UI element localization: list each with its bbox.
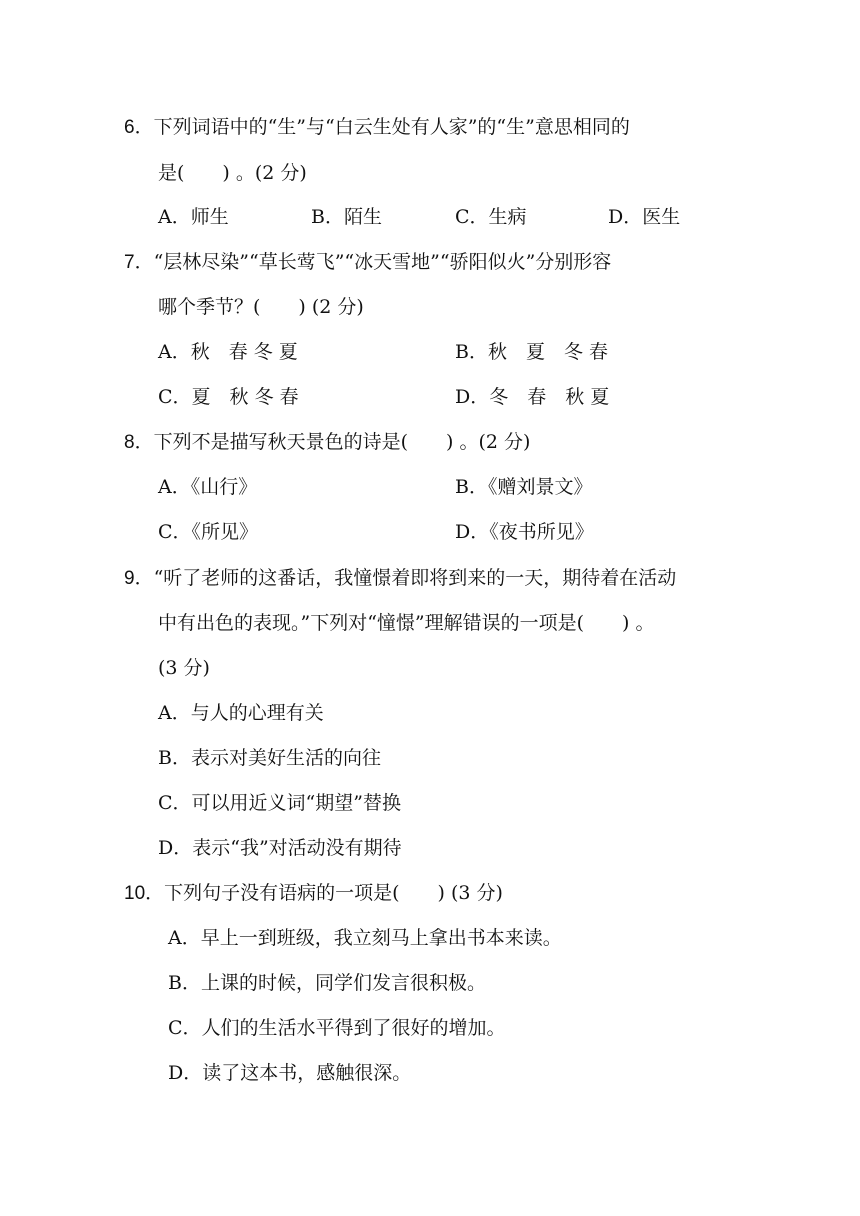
question-8-option-d: D．《夜书所见》 <box>455 521 594 543</box>
question-6-option-a: A．师生 <box>158 206 229 228</box>
question-6-stem-line-2: 是( ) 。(2 分) <box>158 162 307 184</box>
question-9-text: “听了老师的这番话，我憧憬着即将到来的一天，期待着在活动 <box>153 567 677 589</box>
question-10-text: 下列句子没有语病的一项是( ) (3 分) <box>164 882 503 904</box>
question-9-stem-line-1 <box>124 565 676 592</box>
question-10-stem-line-1 <box>124 880 503 907</box>
question-7-stem-line-2: 哪个季节？( ) (2 分) <box>158 296 364 318</box>
question-9-option-d: D．表示“我”对活动没有期待 <box>158 837 402 859</box>
question-8-text: 下列不是描写秋天景色的诗是( ) 。(2 分) <box>153 431 531 453</box>
question-10-number: 10． <box>124 883 165 904</box>
question-6-option-b: B．陌生 <box>311 206 382 228</box>
question-6-option-c: C．生病 <box>455 206 527 228</box>
question-9-stem-line-2: 中有出色的表现。”下列对“憧憬”理解错误的一项是( ) 。 <box>158 612 655 634</box>
question-7-stem-line-1 <box>124 249 611 276</box>
question-7-option-a: A．秋 春 冬 夏 <box>158 341 298 363</box>
question-9-option-c: C．可以用近义词“期望”替换 <box>158 792 401 814</box>
question-6-text: 下列词语中的“生”与“白云生处有人家”的“生”意思相同的 <box>153 116 630 138</box>
question-7-text: “层林尽染”“草长莺飞”“冰天雪地”“骄阳似火”分别形容 <box>153 251 612 273</box>
question-6-stem-line-1 <box>124 114 630 141</box>
question-7-option-c: C．夏 秋 冬 春 <box>158 386 299 408</box>
question-6-number: 6． <box>124 117 154 138</box>
question-8-option-a: A．《山行》 <box>158 476 258 498</box>
question-8-number: 8． <box>124 432 154 453</box>
question-6-option-d: D．医生 <box>608 206 681 228</box>
question-10-option-a: A．早上一到班级，我立刻马上拿出书本来读。 <box>168 927 562 949</box>
question-9-option-a: A．与人的心理有关 <box>158 702 324 724</box>
question-9-option-b: B．表示对美好生活的向往 <box>158 747 381 769</box>
question-7-option-d: D．冬 春 秋 夏 <box>455 386 610 408</box>
question-8-option-c: C．《所见》 <box>158 521 259 543</box>
question-10-option-c: C．人们的生活水平得到了很好的增加。 <box>168 1017 506 1039</box>
question-10-option-d: D．读了这本书，感触很深。 <box>168 1062 412 1084</box>
question-8-stem-line-1 <box>124 429 530 456</box>
question-8-option-b: B．《赠刘景文》 <box>455 476 593 498</box>
question-9-stem-line-3: (3 分) <box>158 657 210 679</box>
question-7-option-b: B．秋 夏 冬 春 <box>455 341 609 363</box>
question-7-number: 7． <box>124 252 154 273</box>
question-9-number: 9． <box>124 568 154 589</box>
question-10-option-b: B．上课的时候，同学们发言很积极。 <box>168 972 486 994</box>
